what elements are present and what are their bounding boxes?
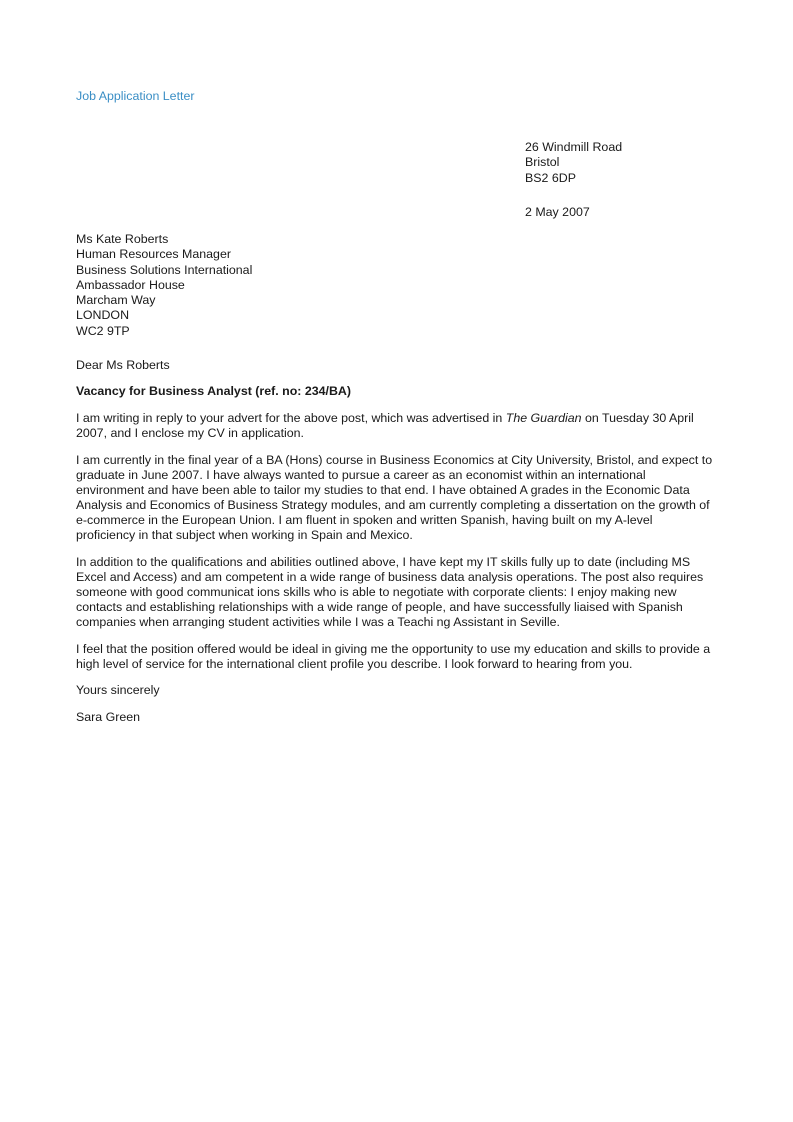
- salutation: Dear Ms Roberts: [76, 358, 170, 372]
- paragraph-text: on Tuesday 30 April 2007, and I enclose my CV in application.: [76, 411, 694, 441]
- recipient-address: [76, 232, 252, 339]
- recipient-job-title: Human Resources Manager: [76, 247, 231, 262]
- letter-date: 2 May 2007: [525, 205, 590, 219]
- publication-name: The Guardian: [505, 411, 582, 425]
- recipient-postcode: WC2 9TP: [76, 323, 130, 338]
- paragraph-skills: In addition to the qualifications and abilities outlined above, I have kept my IT skills fully up to date (including MS Excel and Access) and am competent in a wide range of business data analysis operations. The post also requires someone with good communicat ions skills who is able to negotiate with corporate clients: I enjoy making new contacts and establishing relationships with a wide range of people, and have successfully liaised with Spanish companies when arranging student activities while I was a Teachi ng Assistant in Seville.: [76, 554, 704, 630]
- recipient-name: Ms Kate Roberts: [76, 232, 169, 246]
- paragraph-education: I am currently in the final year of a BA (Hons) course in Business Economics at City University, Bristol, and expect to graduate in June 2007. I have always wanted to pursue a career as an economist within an international environment and have been able to tailor my studies to that end. I have obtained A grades in the Economic Data Analysis and Economics of Business Strategy modules, and am currently completing a dissertation on the growth of e-commerce in the European Union. I am fluent in spoken and written Spanish, having built on my A-level proficiency in that subject when working in Spain and Mexico.: [76, 452, 713, 543]
- sender-address-line: 26 Windmill Road: [525, 140, 623, 154]
- paragraph-conclusion: I feel that the position offered would be ideal in giving me the opportunity to use my education and skills to provide a high level of service for the international client profile you describe. I look forward to hearing from you.: [76, 641, 711, 671]
- sender-address-line: BS2 6DP: [525, 170, 576, 185]
- subject-line: Vacancy for Business Analyst (ref. no: 234/BA): [76, 384, 351, 398]
- document-title: Job Application Letter: [76, 89, 195, 103]
- letter-body: [76, 358, 714, 725]
- sender-address-line: Bristol: [525, 155, 560, 170]
- paragraph-text: I am writing in reply to your advert for the above post, which was advertised in: [76, 411, 506, 425]
- signature-name: Sara Green: [76, 710, 141, 725]
- paragraph-intro: [76, 411, 714, 441]
- recipient-company: Business Solutions International: [76, 262, 253, 277]
- recipient-building: Ambassador House: [76, 277, 185, 292]
- recipient-city: LONDON: [76, 308, 130, 323]
- sender-address: [525, 140, 622, 186]
- closing: Yours sincerely: [76, 683, 160, 698]
- recipient-street: Marcham Way: [76, 293, 156, 308]
